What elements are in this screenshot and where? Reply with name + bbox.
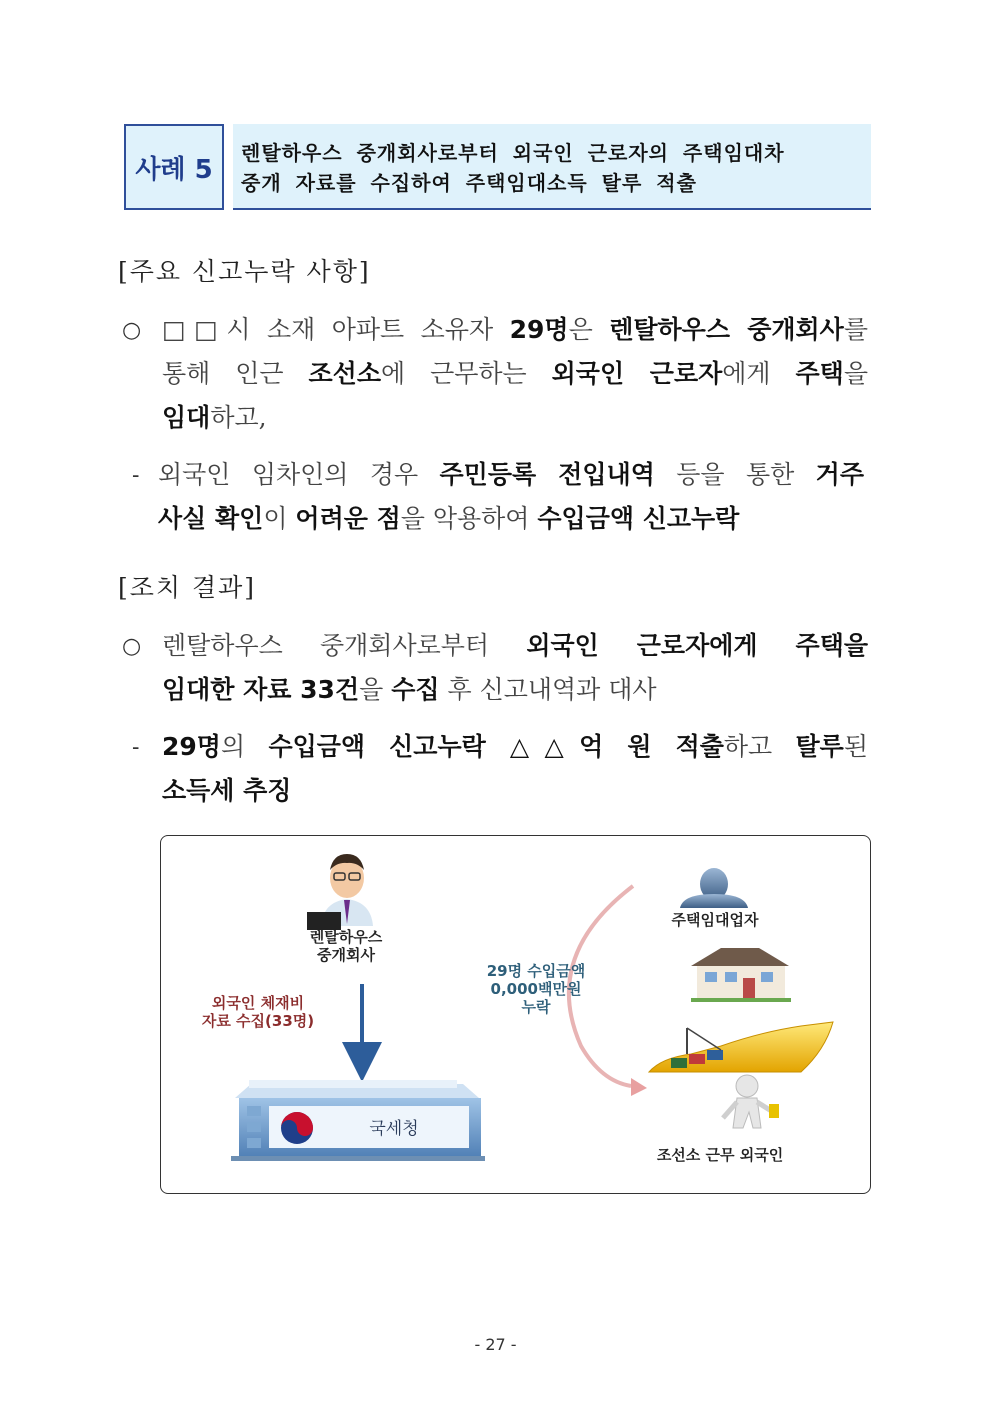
case-title: [233, 124, 871, 210]
circle-bullet: ○: [122, 318, 142, 343]
dash-bullet: -: [132, 463, 140, 488]
worker-label: 조선소 근무 외국인: [656, 1146, 784, 1164]
collect-label: 외국인 체재비 자료 수집(33명): [201, 994, 315, 1030]
paragraph-line: 임대하고,: [162, 403, 267, 432]
case-label: 사례 5: [124, 124, 224, 210]
broker-label: 렌탈하우스 중개회사: [309, 928, 383, 964]
omission-label: 29명 수입금액 0,000백만원 누락: [486, 962, 586, 1016]
case-title-line1: 렌탈하우스 중개회사로부터 외국인 근로자의 주택임대차: [241, 141, 785, 165]
landlord-person-icon: [680, 868, 748, 908]
paragraph-line: 렌탈하우스 중개회사로부터 외국인 근로자에게 주택을: [162, 631, 868, 660]
landlord-label: 주택임대업자: [671, 911, 759, 929]
broker-person-icon: [307, 854, 373, 930]
paragraph-line: 소득세 추징: [162, 776, 292, 805]
curved-arrow-icon: [631, 1078, 647, 1096]
section-heading-omissions: [주요 신고누락 사항]: [118, 257, 371, 286]
case-title-line2: 중개 자료를 수집하여 주택임대소득 탈루 적출: [241, 171, 697, 195]
ship-icon: [649, 1022, 833, 1072]
paragraph-line: □□시 소재 아파트 소유자 29명은 렌탈하우스 중개회사를: [162, 315, 868, 344]
section-heading-results: [조치 결과]: [118, 573, 257, 602]
paragraph-line: 외국인 임차인의 경우 주민등록 전입내역 등을 통한 거주: [158, 460, 864, 489]
paragraph-line: 통해 인근 조선소에 근무하는 외국인 근로자에게 주택을: [162, 359, 868, 388]
circle-bullet: ○: [122, 634, 142, 659]
flow-diagram: [160, 835, 871, 1194]
paragraph-line: 임대한 자료 33건을 수집 후 신고내역과 대사: [162, 675, 657, 704]
house-icon: [691, 948, 791, 1002]
worker-person-icon: [723, 1075, 779, 1128]
dash-bullet: -: [132, 735, 140, 760]
nts-label: 국세청: [369, 1119, 419, 1139]
paragraph-line: 29명의 수입금액 신고누락 △△억 원 적출하고 탈루된: [162, 732, 868, 761]
page-number: - 27 -: [474, 1335, 517, 1354]
paragraph-line: 사실 확인이 어려운 점을 악용하여 수입금액 신고누락: [158, 504, 740, 533]
